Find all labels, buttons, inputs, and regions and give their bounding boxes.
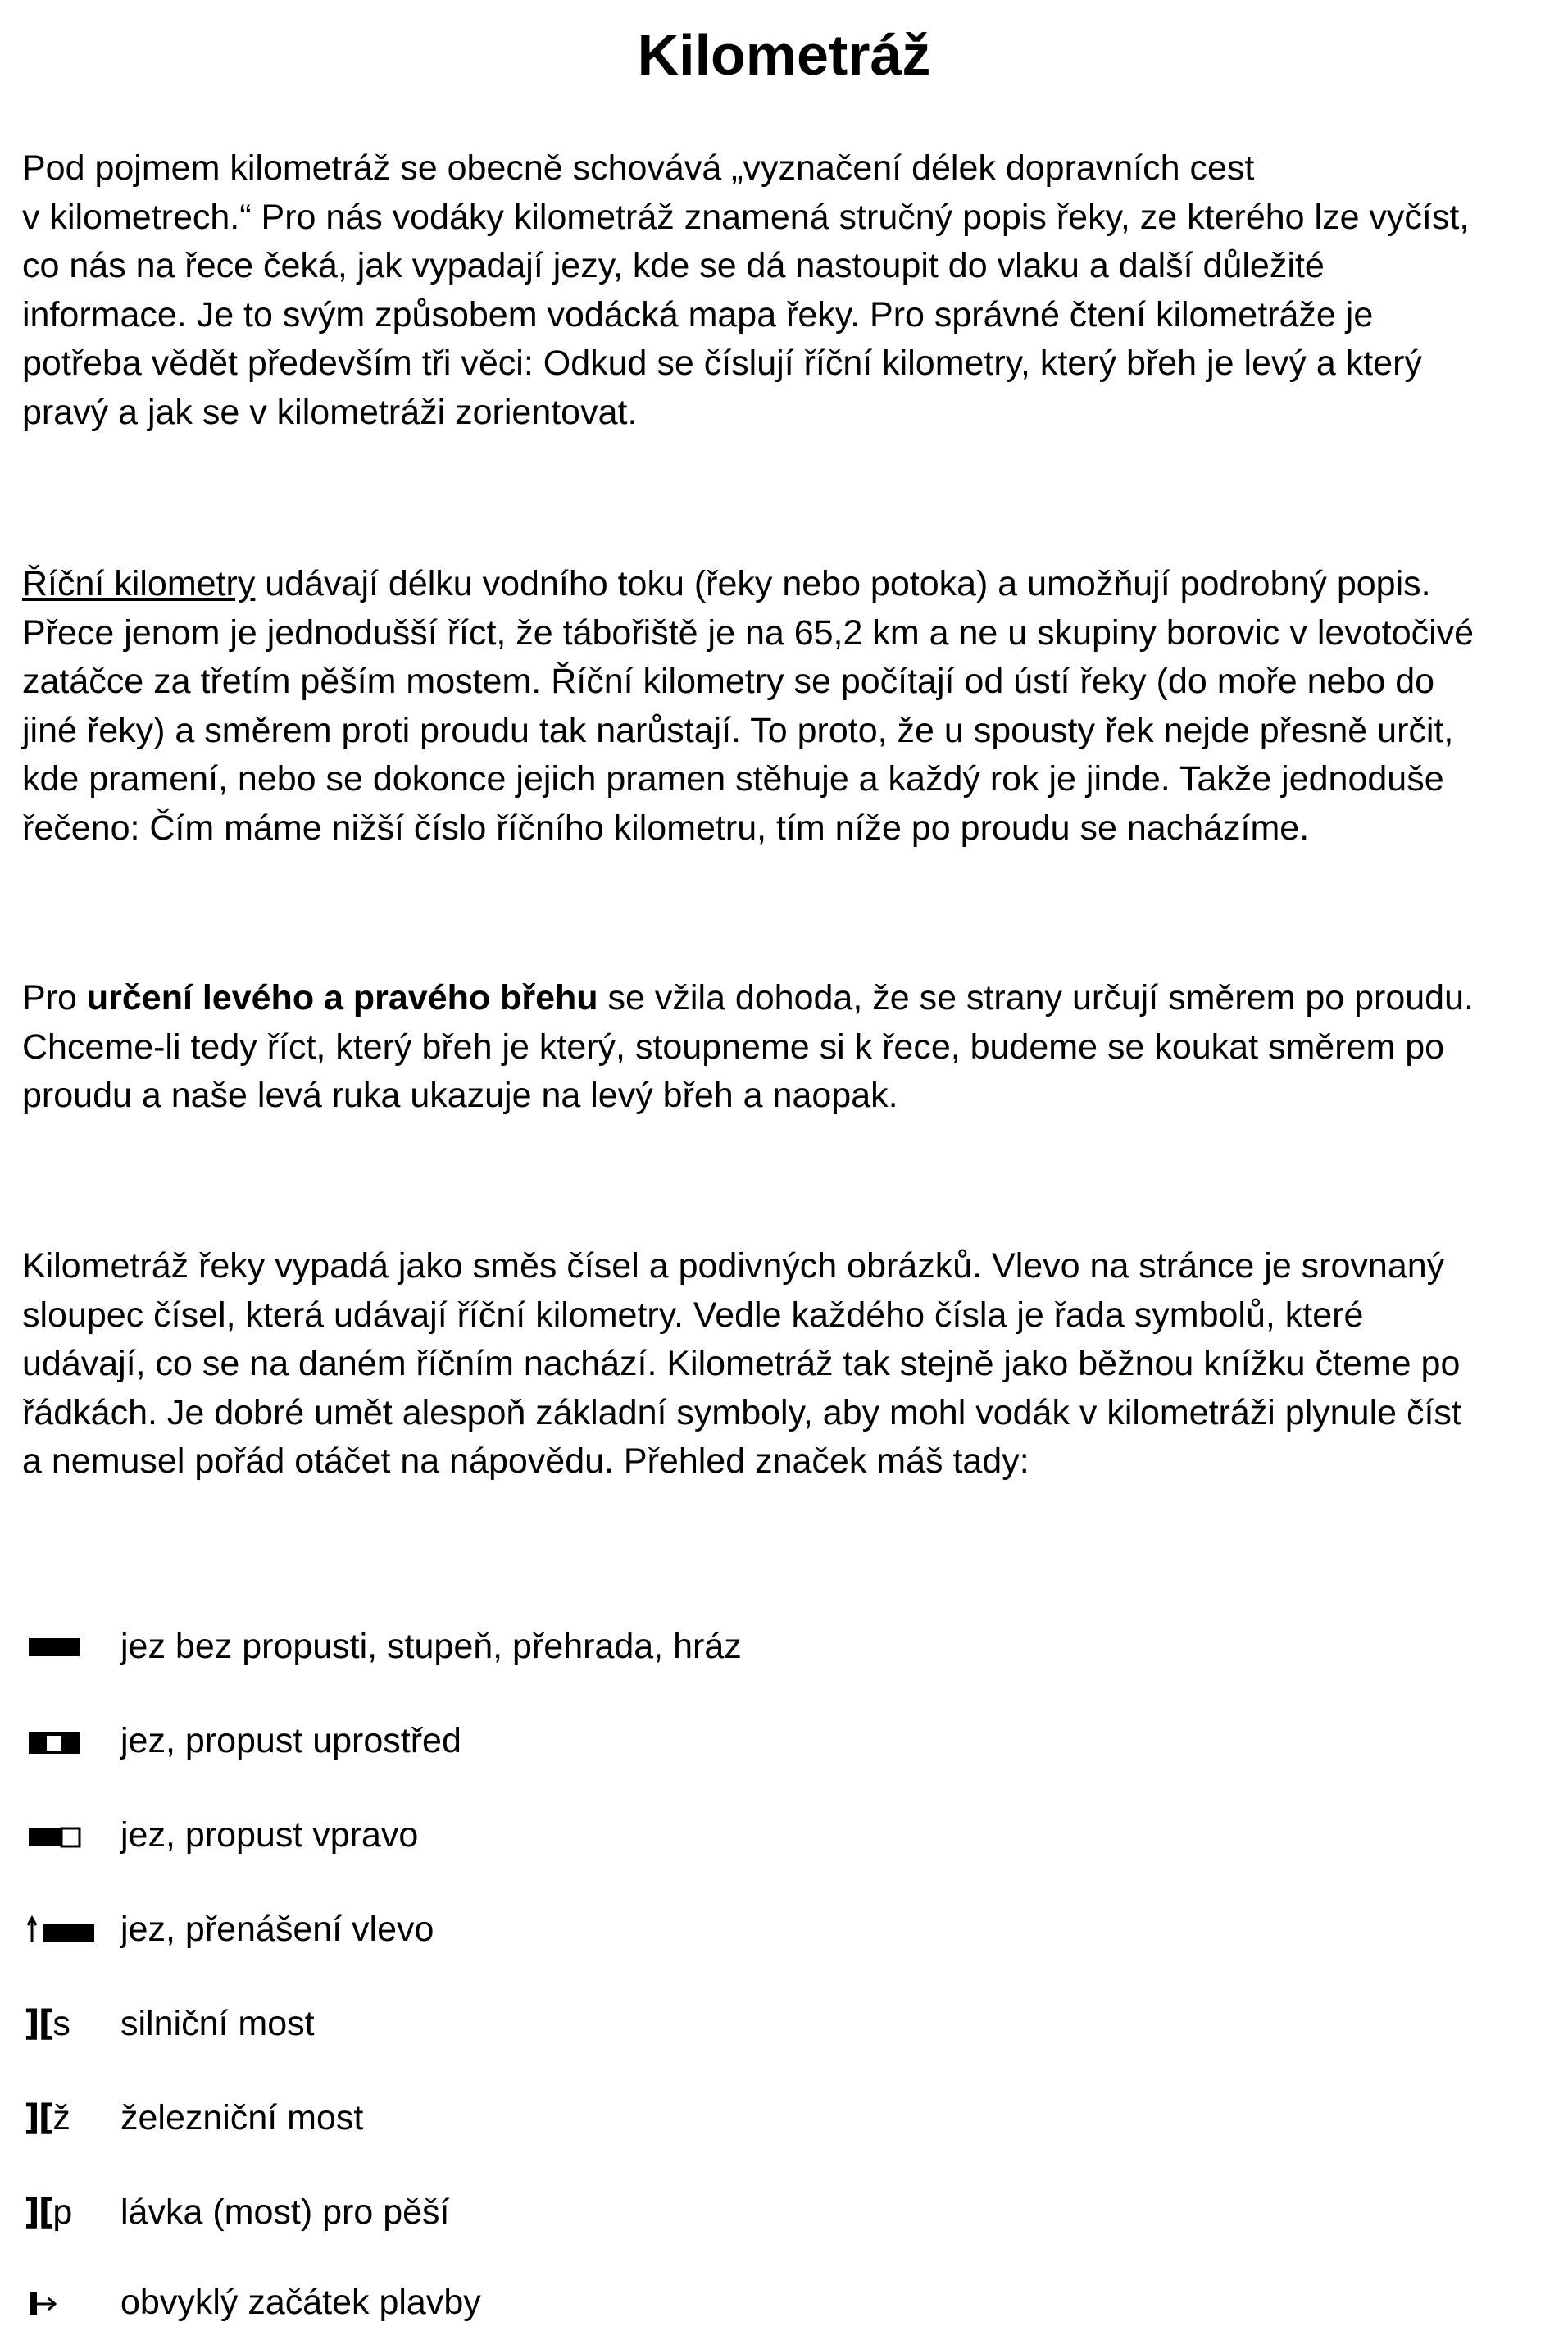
legend-item-road-bridge [22,1999,1006,2048]
legend-label: obvyklý začátek plavby [120,2283,481,2322]
text-fragment: Pro [22,978,87,1018]
bridge-brackets: ][ [24,2097,53,2138]
bridge-icon [24,2093,106,2142]
legend-label: jez, propust vpravo [120,1815,419,1855]
text-line: Chceme-li tedy říct, který břeh je který, stoupneme si k řece, budeme se koukat směrem po [22,1027,1445,1067]
legend-item-weir-portage [22,1905,1006,1954]
text-line: pravý a jak se v kilometráži zorientovat. [22,392,638,432]
bold-term: určení levého a pravého břehu [86,978,598,1018]
bridge-brackets: ][ [24,2003,53,2044]
text-line: jiné řeky) a směrem proti proudu tak narůstají. To proto, že u spousty řek nejde přesně určit, [22,710,1454,750]
text-line [22,974,1563,1023]
bridge-icon [24,2188,106,2237]
legend-item-weir-solid [22,1622,1006,1671]
legend-item-rail-bridge [22,2093,1006,2142]
bridge-letter: s [52,2004,70,2043]
bridge-icon [24,1999,106,2048]
legend-label: lávka (most) pro pěší [120,2192,450,2232]
text-fragment: udávají délku vodního toku (řeky nebo potoka) a umožňují podrobný popis. [255,564,1431,603]
underlined-term: Říční kilometry [22,564,256,603]
text-line: proudu a naše levá ruka ukazuje na levý břeh a naopak. [22,1076,898,1115]
text-line: potřeba vědět především tři věci: Odkud se číslují říční kilometry, který břeh je levý a který [22,344,1422,383]
text-line: řádkách. Je dobré umět alespoň základní symboly, aby mohl vodák v kilometráži plynule číst [22,1392,1461,1432]
legend-item-footbridge [22,2188,1006,2237]
legend-label: jez bez propusti, stupeň, přehrada, hráz [120,1627,742,1666]
text-line: v kilometrech.“ Pro nás vodáky kilometráž znamená stručný popis řeky, ze kterého lze vyčíst, [22,197,1470,237]
weir-portage-left-icon [25,1913,91,1946]
river-kilometers-paragraph [22,560,1563,853]
bridge-letter: p [52,2192,73,2232]
text-line: zatáčce za třetím pěším mostem. Říční kilometry se počítají od ústí řeky (do moře nebo do [22,662,1435,701]
legend-item-weir-right [22,1810,1006,1860]
text-fragment: se vžila dohoda, že se strany určují směrem po proudu. [598,978,1474,1018]
text-line: kde pramení, nebo se dokonce jejich pramen stěhuje a každý rok je jinde. Takže jednoduše [22,759,1444,799]
weir-solid-icon [25,1630,91,1663]
text-line: Přece jenom je jednodušší říct, že tábořiště je na 65,2 km a ne u skupiny borovic v levotočivé [22,612,1475,653]
symbols-intro-paragraph [22,1242,1563,1486]
legend-item-start [22,2278,1006,2327]
legend-label: jez, přenášení vlevo [120,1910,434,1949]
legend-item-weir-middle [22,1716,1006,1765]
intro-paragraph [22,144,1563,437]
text-line: co nás na řece čeká, jak vypadají jezy, kde se dá nastoupit do vlaku a další důležité [22,246,1325,285]
text-line: Kilometráž řeky vypadá jako směs čísel a podivných obrázků. Vlevo na stránce je srovnaný [22,1246,1445,1286]
text-line: řečeno: Čím máme nižší číslo říčního kilometru, tím níže po proudu se nacházíme. [22,808,1310,848]
legend-label: silniční most [120,2004,315,2043]
bridge-brackets: ][ [24,2192,53,2233]
weir-middle-passage-icon [25,1724,91,1757]
river-banks-paragraph [22,974,1563,1121]
text-line: a nemusel pořád otáčet na nápovědu. Přehled značek máš tady: [22,1441,1029,1481]
legend-label: jez, propust uprostřed [120,1721,461,1760]
bridge-letter: ž [52,2098,70,2138]
text-line: Pod pojmem kilometráž se obecně schovává „vyznačení délek dopravních cest [22,148,1255,188]
weir-right-passage-icon [25,1819,91,1851]
text-line: udávají, co se na daném říčním nachází. Kilometráž tak stejně jako běžnou knížku čteme po [22,1344,1461,1383]
legend-label: železniční most [120,2098,364,2138]
start-flag-icon [25,2286,91,2319]
text-line: sloupec čísel, která udávají říční kilometry. Vedle každého čísla je řada symbolů, které [22,1295,1364,1335]
text-line: informace. Je to svým způsobem vodácká mapa řeky. Pro správné čtení kilometráže je [22,294,1374,335]
page-title: Kilometráž [637,23,931,87]
text-line [22,560,1563,609]
